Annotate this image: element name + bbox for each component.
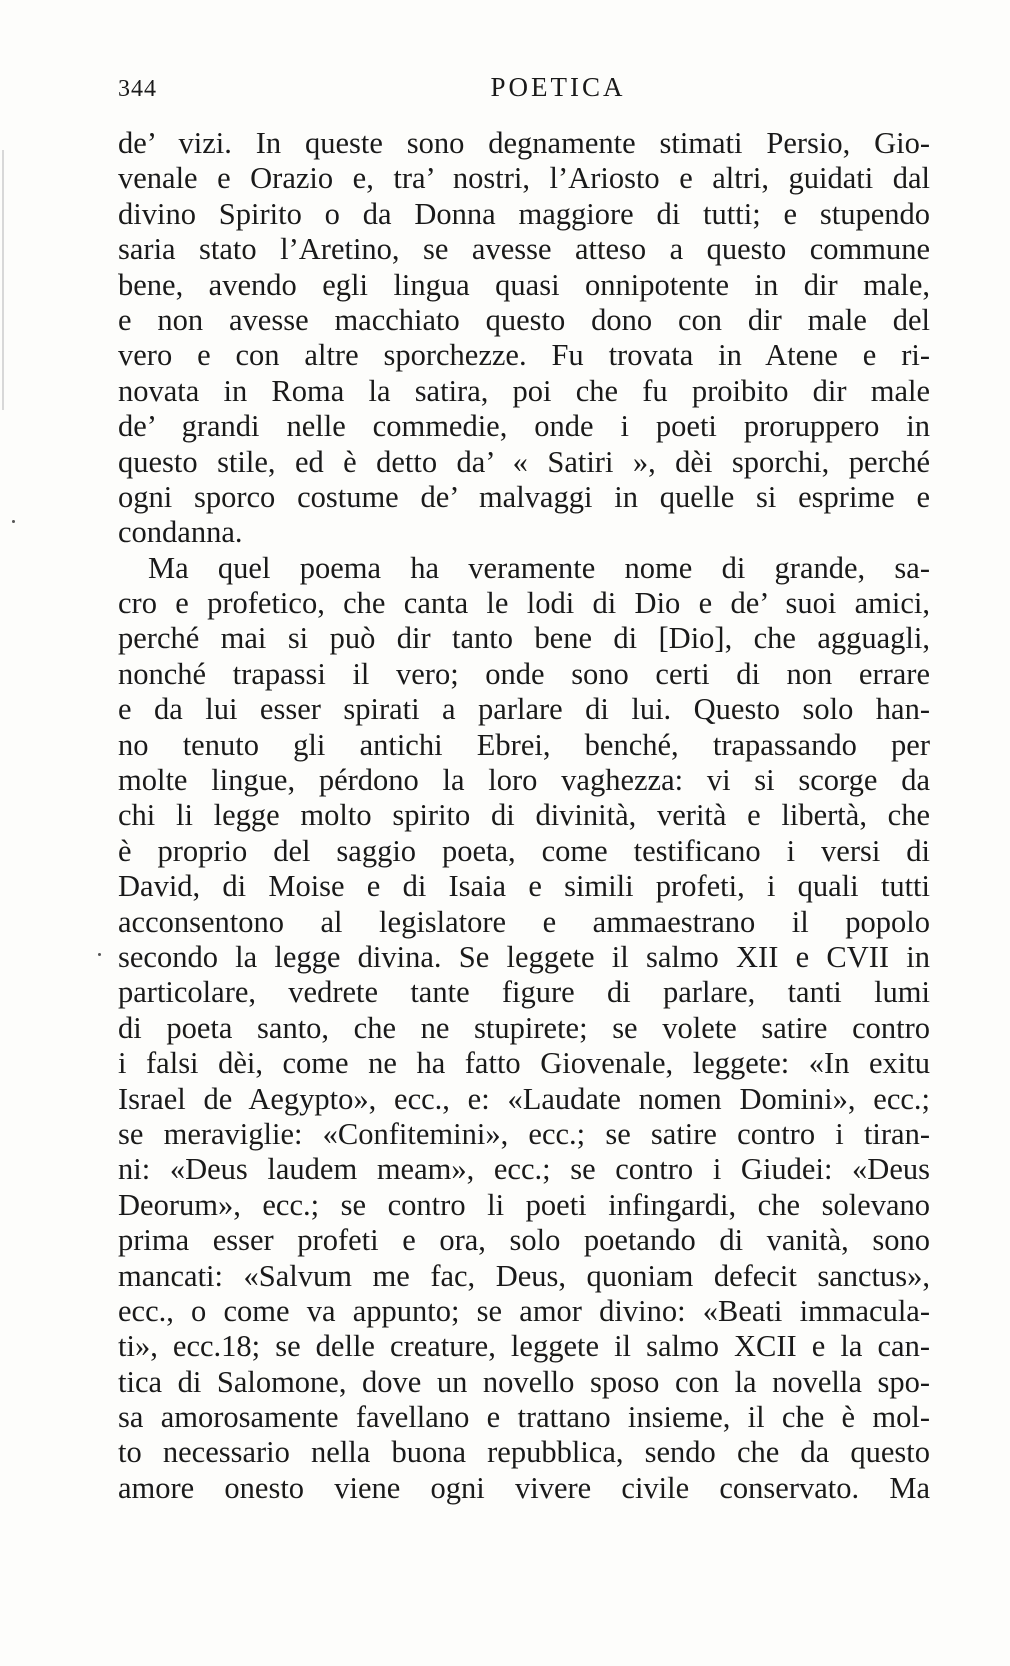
text-line: de’ vizi. In queste sono degnamente stimati Persio, Gio-	[118, 126, 930, 160]
text-line: to necessario nella buona repubblica, sendo che da questo	[118, 1435, 930, 1470]
text-line: chi li legge molto spirito di divinità, verità e libertà, che	[118, 798, 930, 833]
text-line: nonché trapassi il vero; onde sono certi di non errare	[118, 656, 930, 691]
page-number: 344	[118, 76, 157, 102]
text-line: Deorum», ecc.; se contro li poeti infingardi, che solevano	[118, 1187, 930, 1222]
text-line: prima esser profeti e ora, solo poetando di vanità, sono	[118, 1223, 930, 1258]
text-line: de’ grandi nelle commedie, onde i poeti proruppero in	[118, 409, 930, 444]
text-line: no tenuto gli antichi Ebrei, benché, trapassando per	[118, 727, 930, 762]
text-line: è proprio del saggio poeta, come testificano i versi di	[118, 833, 930, 868]
text-line: sa amorosamente favellano e trattano insieme, il che è mol-	[118, 1400, 930, 1435]
page-header	[118, 72, 928, 112]
text-line: ogni sporco costume de’ malvaggi in quelle si esprime e	[118, 479, 930, 514]
text-line: mancati: «Salvum me fac, Deus, quoniam defecit sanctus»,	[118, 1258, 930, 1293]
text-line: ni: «Deus laudem meam», ecc.; se contro i Giudei: «Deus	[118, 1152, 930, 1187]
text-line: ecc., o come va appunto; se amor divino: «Beati immacula-	[118, 1293, 930, 1328]
text-line: vero e con altre sporchezze. Fu trovata in Atene e ri-	[118, 338, 930, 373]
text-line: particolare, vedrete tante figure di parlare, tanti lumi	[118, 975, 930, 1010]
text-line: se meraviglie: «Confitemini», ecc.; se satire contro i tiran-	[118, 1116, 930, 1151]
body-text	[118, 126, 930, 1506]
text-line: e non avesse macchiato questo dono con dir male del	[118, 302, 930, 337]
text-line: perché mai si può dir tanto bene di [Dio], che agguagli,	[118, 621, 930, 656]
text-line: acconsentono al legislatore e ammaestrano il popolo	[118, 904, 930, 939]
text-line: Ma quel poema ha veramente nome di grande, sa-	[148, 550, 930, 585]
text-line: condanna.	[118, 515, 243, 550]
text-line: molte lingue, pérdono la loro vaghezza: vi si scorge da	[118, 763, 930, 798]
text-line: secondo la legge divina. Se leggete il salmo XII e CVII in	[118, 939, 930, 974]
running-head: POETICA	[490, 72, 626, 102]
margin-speck	[12, 520, 15, 523]
text-line: tica di Salomone, dove un novello sposo con la novella spo-	[118, 1364, 930, 1399]
text-line: novata in Roma la satira, poi che fu proibito dir male	[118, 373, 930, 408]
text-line: e da lui esser spirati a parlare di lui. Questo solo han-	[118, 692, 930, 727]
text-line: i falsi dèi, come ne ha fatto Giovenale, leggete: «In exitu	[118, 1046, 930, 1081]
text-line: saria stato l’Aretino, se avesse atteso a questo commune	[118, 232, 930, 267]
text-line: cro e profetico, che canta le lodi di Dio e de’ suoi amici,	[118, 586, 930, 621]
margin-speck	[98, 953, 101, 956]
text-line: ti», ecc.18; se delle creature, leggete il salmo XCII e la can-	[118, 1329, 930, 1364]
text-line: venale e Orazio e, tra’ nostri, l’Ariosto e altri, guidati dal	[118, 161, 930, 196]
text-line: di poeta santo, che ne stupirete; se volete satire contro	[118, 1010, 930, 1045]
text-line: questo stile, ed è detto da’ « Satiri », dèi sporchi, perché	[118, 444, 930, 479]
text-line: divino Spirito o da Donna maggiore di tutti; e stupendo	[118, 196, 930, 231]
text-line: David, di Moise e di Isaia e simili profeti, i quali tutti	[118, 869, 930, 904]
text-line: amore onesto viene ogni vivere civile conservato. Ma	[118, 1470, 930, 1505]
text-line: bene, avendo egli lingua quasi onnipotente in dir male,	[118, 267, 930, 302]
text-line: Israel de Aegypto», ecc., e: «Laudate nomen Domini», ecc.;	[118, 1081, 930, 1116]
binding-edge	[2, 150, 4, 410]
